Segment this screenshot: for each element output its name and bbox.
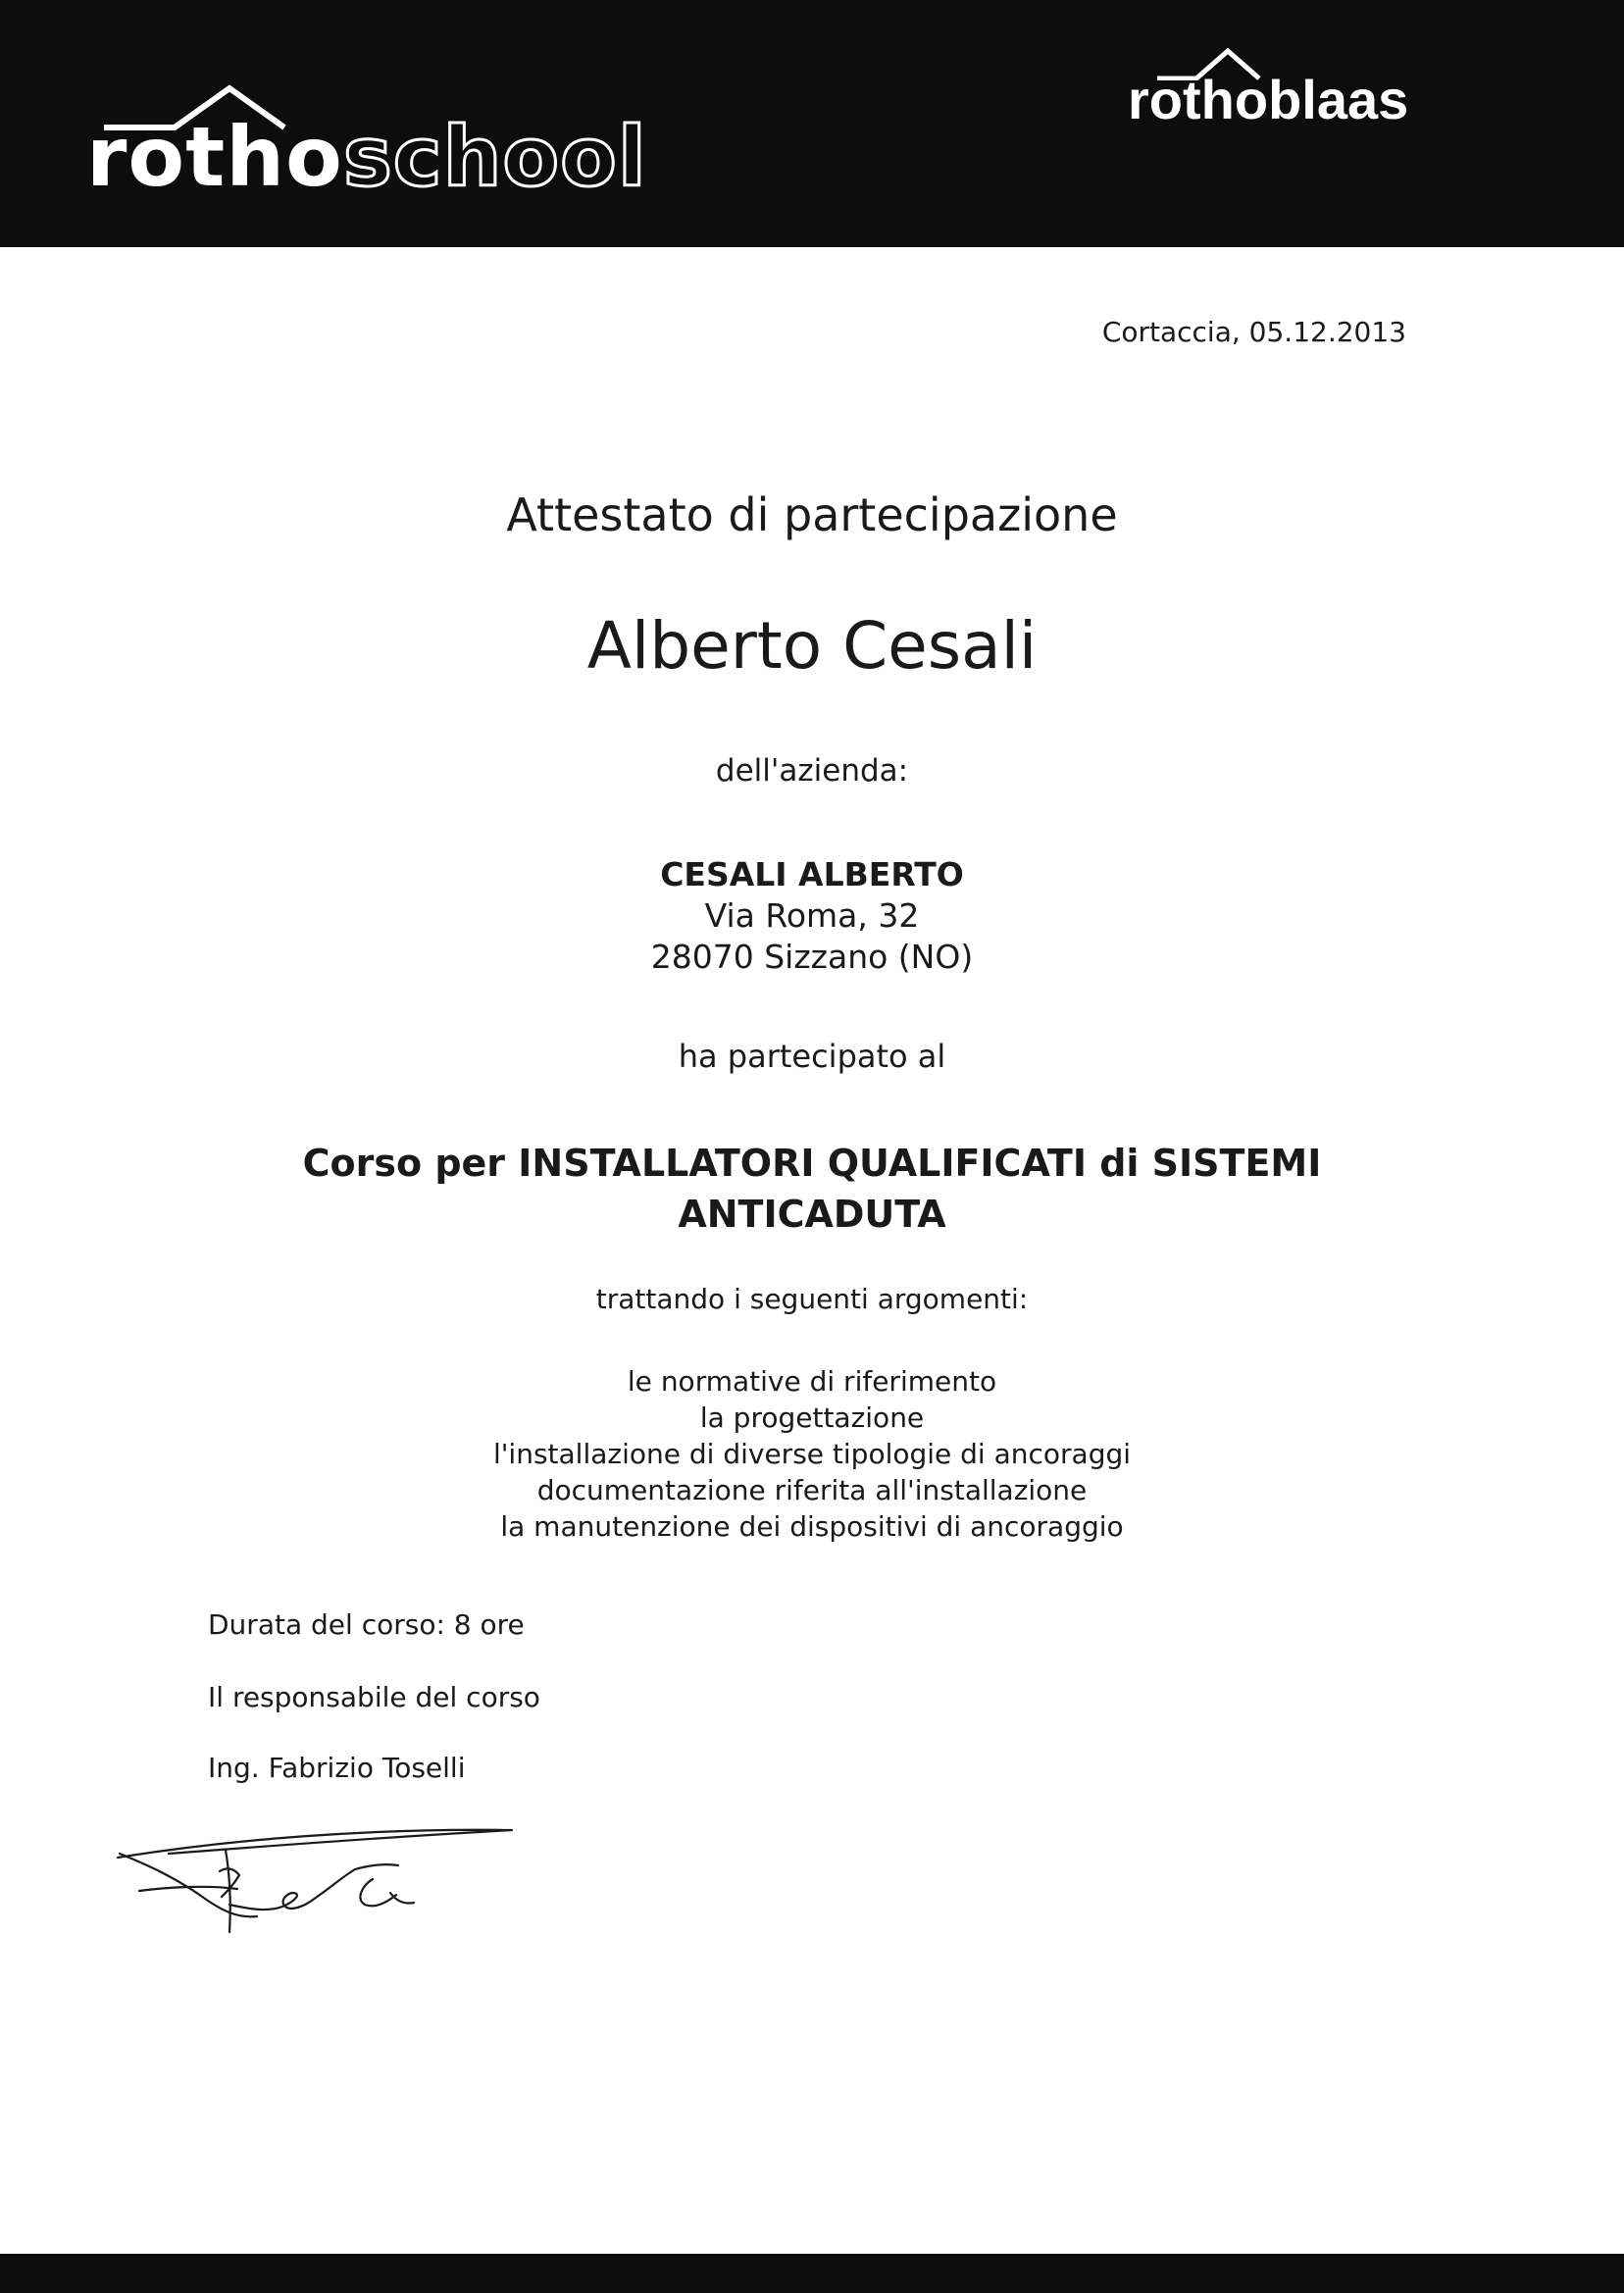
company-city: 28070 Sizzano (NO)	[650, 938, 974, 976]
rothoblaas-wordmark: rothoblaas	[1128, 69, 1409, 130]
rothoschool-wordmark	[86, 109, 647, 205]
responsible-label: Il responsabile del corso	[208, 1681, 540, 1713]
certificate-title: Attestato di partecipazione	[506, 488, 1118, 541]
place-date: Cortaccia, 05.12.2013	[1101, 316, 1406, 348]
signature-image	[110, 1810, 522, 1938]
topics-intro: trattando i seguenti argomenti:	[595, 1283, 1029, 1315]
topic-item: la progettazione	[699, 1401, 925, 1434]
topic-item: documentazione riferita all'installazione	[536, 1474, 1088, 1506]
topic-item: le normative di riferimento	[627, 1365, 997, 1398]
recipient-name: Alberto Cesali	[586, 608, 1038, 684]
course-title-line2: ANTICADUTA	[678, 1193, 946, 1236]
logo-part-rotho: rotho	[86, 109, 343, 205]
responsible-name: Ing. Fabrizio Toselli	[208, 1752, 466, 1784]
company-name: CESALI ALBERTO	[660, 855, 964, 893]
course-duration: Durata del corso: 8 ore	[208, 1608, 525, 1641]
topics-list	[0, 1363, 1624, 1545]
participated-text: ha partecipato al	[678, 1038, 946, 1075]
logo-part-school: school	[342, 109, 647, 205]
rothoschool-logo	[86, 76, 647, 214]
topic-item: la manutenzione dei dispositivi di ancoraggio	[500, 1510, 1124, 1543]
company-street: Via Roma, 32	[704, 896, 920, 935]
topic-item: l'installazione di diverse tipologie di ancoraggi	[492, 1438, 1132, 1470]
footer-band	[0, 2254, 1624, 2293]
rothoblaas-logo	[1128, 47, 1481, 135]
course-title-line1: Corso per INSTALLATORI QUALIFICATI di SISTEMI	[302, 1142, 1322, 1185]
company-label: dell'azienda:	[715, 753, 909, 789]
